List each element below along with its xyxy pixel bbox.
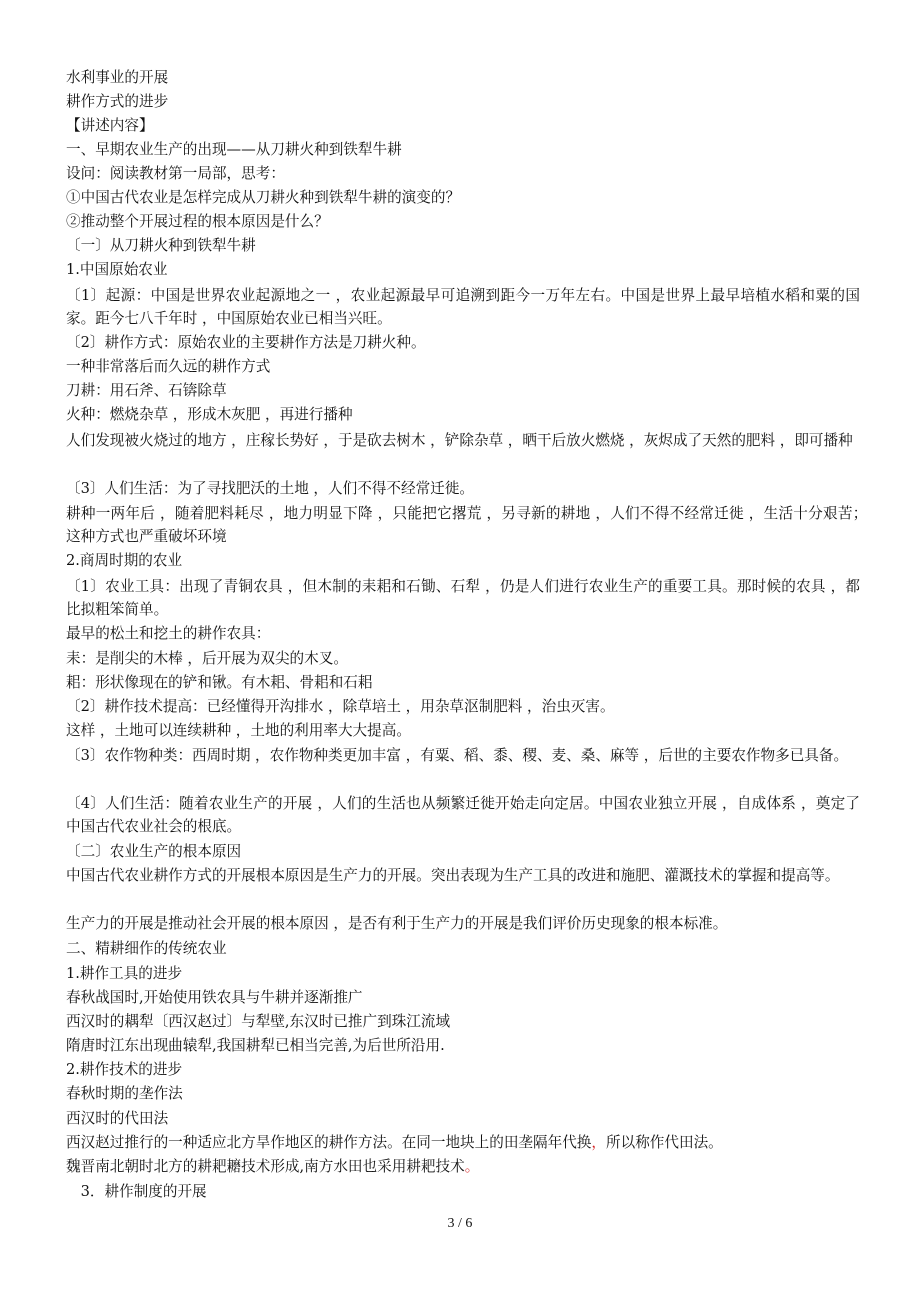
sub-heading: 〔二〕农业生产的根本原因 [66, 843, 242, 860]
text-segment: 西汉赵过推行的一种适应北方旱作地区的耕作方法。在同一地块上的田垄隔年代换 [66, 1134, 592, 1151]
text-line: 西汉时的代田法 [66, 1110, 169, 1127]
section-heading: 一、早期农业生产的出现——从刀耕火种到铁犁牛耕 [66, 141, 402, 158]
red-period: 。 [464, 1158, 480, 1175]
page-number: 3 / 6 [447, 1216, 473, 1231]
paragraph: 〔1〕起源：中国是世界农业起源地之一 ，农业起源最早可追溯到距今一万年左右。中国是世界上最早培植水稻和粟的国家。距今七八千年时 ，中国原始农业已相当兴旺。 [66, 287, 860, 328]
sub-heading: 〔一〕从刀耕火种到铁犁牛耕 [66, 237, 256, 254]
text-line: ①中国古代农业是怎样完成从刀耕火种到铁犁牛耕的演变的？ [66, 189, 461, 206]
text-line: 设问：阅读教材第一局部，思考： [66, 165, 285, 182]
text-line: 最早的松土和挖土的耕作农具： [66, 625, 271, 642]
text-line: 耒：是削尖的木棒 ，后开展为双尖的木叉。 [66, 650, 348, 667]
red-comma: ， [591, 1134, 606, 1151]
paragraph: 〔3〕农作物种类：西周时期 ，农作物种类更加丰富 ，有粟、稻、黍、稷、麦、桑、麻等 ，后世的主要农作物多已具备。 [66, 747, 849, 764]
section-heading: 二、精耕细作的传统农业 [66, 940, 227, 957]
text-line [66, 1155, 860, 1178]
text-line: ②推动整个开展过程的根本原因是什么？ [66, 213, 329, 230]
text-line: 耕作方式的进步 [66, 93, 169, 110]
paragraph: 耕种一两年后 ，随着肥料耗尽 ，地力明显下降 ，只能把它撂荒 ，另寻新的耕地 ，人们不得不经常迁徙 ，生活十分艰苦； 这种方式也严重破坏环境 [66, 505, 875, 546]
sub-heading: 1.耕作工具的进步 [66, 965, 183, 982]
paragraph: 〔4〕人们生活：随着农业生产的开展 ，人们的生活也从频繁迁徙开始走向定居。中国农业独立开展 ，自成体系 ，奠定了中国古代农业社会的根底。 [66, 795, 860, 836]
text-segment: 所以称作代田法。 [606, 1134, 723, 1151]
text-line: 〔3〕人们生活：为了寻找肥沃的土地 ，人们不得不经常迁徙。 [66, 480, 474, 497]
text-line: 水利事业的开展 [66, 69, 169, 86]
text-line: 〔2〕耕作方式：原始农业的主要耕作方法是刀耕火种。 [66, 334, 426, 351]
text-line: 春秋时期的垄作法 [66, 1085, 183, 1102]
text-segment: 魏晋南北朝时北方的耕耙耱技术形成,南方水田也采用耕耙技术 [66, 1158, 465, 1175]
text-line: 春秋战国时,开始使用铁农具与牛耕并逐渐推广 [66, 989, 363, 1006]
section-heading: 【讲述内容】 [66, 117, 154, 134]
text-line: 西汉时的耦犁〔西汉赵过〕与犁壁,东汉时已推广到珠江流域 [66, 1013, 451, 1030]
sub-heading: 1.中国原始农业 [66, 261, 168, 278]
text-line: 隋唐时江东出现曲辕犁,我国耕犁已相当完善,为后世所沿用. [66, 1037, 445, 1054]
paragraph: 人们发现被火烧过的地方 ，庄稼长势好 ，于是砍去树木 ，铲除杂草 ，晒干后放火燃烧 ，灰烬成了天然的肥料 ，即可播种 [66, 432, 853, 449]
text-line: 生产力的开展是推动社会开展的根本原因 ，是否有利于生产力的开展是我们评价历史现象的根本标准。 [66, 915, 728, 932]
text-line: 火种：燃烧杂草 ，形成木灰肥 ，再进行播种 [66, 406, 353, 423]
text-line [66, 1131, 860, 1154]
text-line: 耜：形状像现在的铲和锹。有木耜、骨耜和石耜 [66, 674, 373, 691]
text-line: 这样 ，土地可以连续耕种 ，土地的利用率大大提高。 [66, 722, 411, 739]
text-line: 一种非常落后而久远的耕作方式 [66, 358, 271, 375]
sub-heading: 2.耕作技术的进步 [66, 1061, 183, 1078]
text-line: 〔2〕耕作技术提高：已经懂得开沟排水 ，除草培土 ，用杂草沤制肥料 ，治虫灭害。 [66, 698, 615, 715]
paragraph: 中国古代农业耕作方式的开展根本原因是生产力的开展。突出表现为生产工具的改进和施肥、灌溉技术的掌握和提高等。 [66, 867, 840, 884]
text-line: 刀耕：用石斧、石锛除草 [66, 382, 227, 399]
sub-heading: 3．耕作制度的开展 [66, 1183, 207, 1200]
sub-heading: 2.商周时期的农业 [66, 552, 183, 569]
paragraph: 〔1〕农业工具：出现了青铜农具 ，但木制的耒耜和石锄、石犁 ，仍是人们进行农业生产的重要工具。那时候的农具 ，都比拟粗笨简单。 [66, 578, 860, 619]
